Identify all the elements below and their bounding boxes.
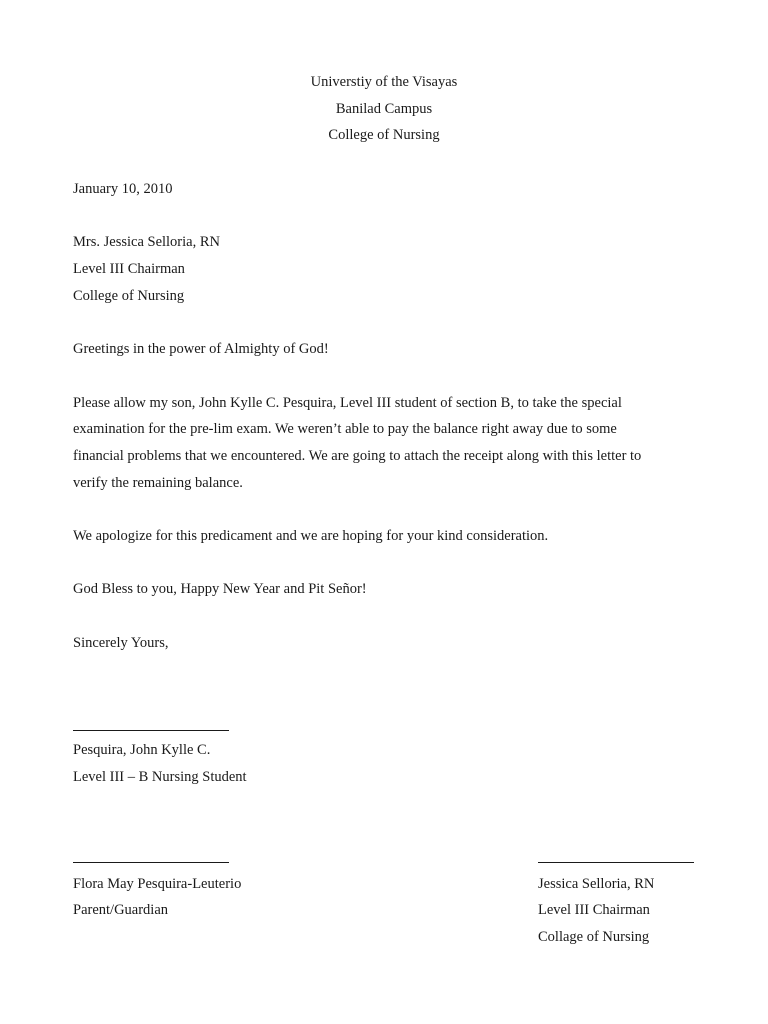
body-paragraph-line: verify the remaining balance.	[73, 475, 243, 491]
body-paragraph-line: financial problems that we encountered. We are going to attach the receipt along with this letter to	[73, 448, 642, 464]
student-title: Level III – B Nursing Student	[73, 769, 247, 785]
parent-name: Flora May Pesquira-Leuterio	[73, 876, 242, 892]
greeting: Greetings in the power of Almighty of God!	[73, 341, 329, 357]
recipient-name: Mrs. Jessica Selloria, RN	[73, 234, 220, 250]
chairman-signature-line	[538, 862, 694, 863]
recipient-title: Level III Chairman	[73, 261, 185, 277]
blessing-paragraph: God Bless to you, Happy New Year and Pit Señor!	[73, 581, 367, 597]
chairman-name: Jessica Selloria, RN	[538, 876, 655, 892]
chairman-title: Level III Chairman	[538, 902, 650, 918]
student-signature-line	[73, 730, 229, 731]
body-paragraph-line: Please allow my son, John Kylle C. Pesquira, Level III student of section B, to take the special	[73, 395, 622, 411]
parent-signature-line	[73, 862, 229, 863]
letter-date: January 10, 2010	[73, 181, 173, 197]
closing: Sincerely Yours,	[73, 635, 169, 651]
header-university: Universtiy of the Visayas	[310, 74, 458, 90]
chairman-dept: Collage of Nursing	[538, 929, 650, 945]
apology-paragraph: We apologize for this predicament and we are hoping for your kind consideration.	[73, 528, 549, 544]
header-campus: Banilad Campus	[335, 101, 433, 117]
recipient-dept: College of Nursing	[73, 288, 185, 304]
header-college: College of Nursing	[328, 127, 440, 143]
parent-title: Parent/Guardian	[73, 902, 169, 918]
student-name: Pesquira, John Kylle C.	[73, 742, 211, 758]
body-paragraph-line: examination for the pre-lim exam. We weren’t able to pay the balance right away due to some	[73, 421, 617, 437]
